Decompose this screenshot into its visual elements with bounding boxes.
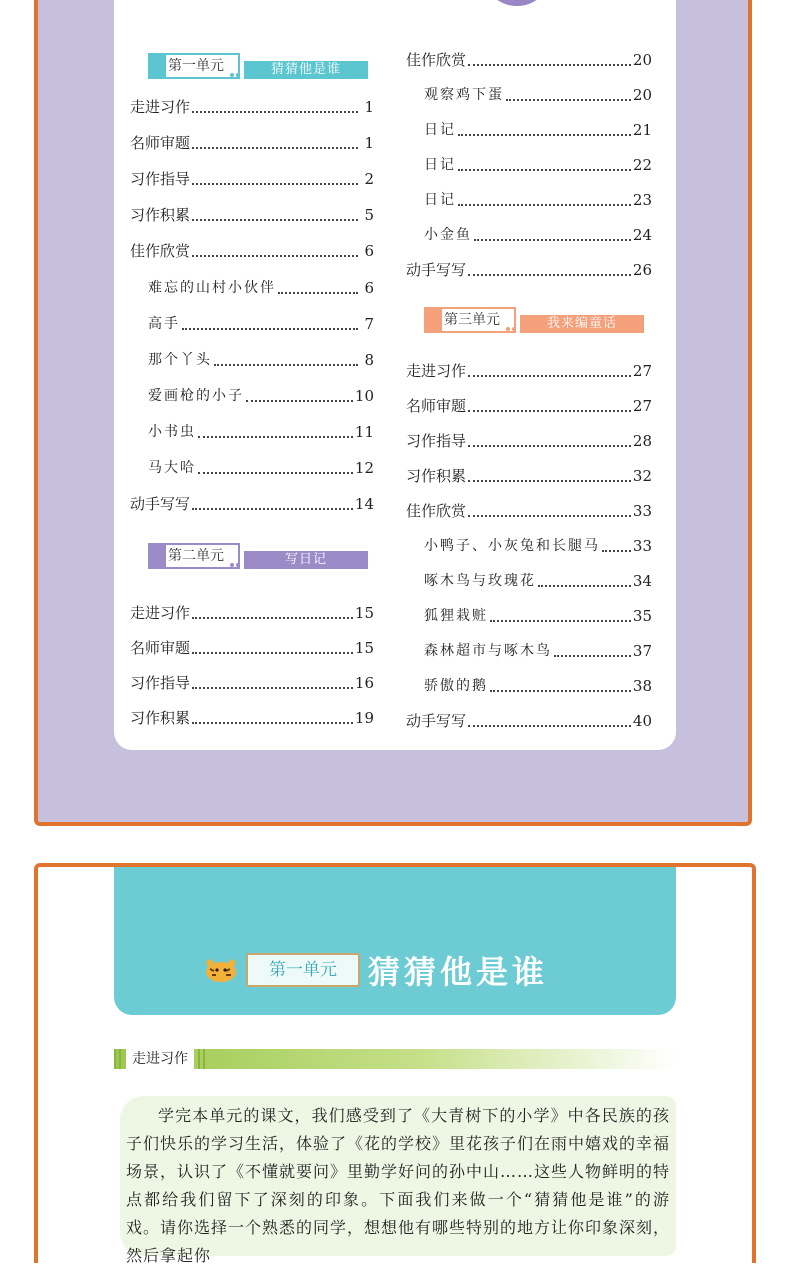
- toc-entry[interactable]: 习作指导 28: [406, 432, 652, 450]
- unit-tag-2: [148, 543, 368, 569]
- toc-entry[interactable]: 佳作欣赏 20: [406, 51, 652, 69]
- toc-subentry[interactable]: 小鸭子、小灰兔和长腿马 33: [424, 537, 652, 555]
- toc-entry[interactable]: 名师审题 1: [130, 134, 374, 152]
- toc-subentry[interactable]: 骄傲的鹅 38: [424, 677, 652, 695]
- toc-entry[interactable]: 走进习作 15: [130, 604, 374, 622]
- unit-number: 第二单元: [168, 548, 224, 564]
- toc-entry[interactable]: 习作积累 5: [130, 206, 374, 224]
- unit-number: 第一单元: [168, 58, 224, 74]
- top-circle-decoration: [482, 0, 552, 6]
- toc-entry[interactable]: 走进习作 27: [406, 362, 652, 380]
- toc-subentry[interactable]: 那个丫头 8: [148, 351, 374, 369]
- unit-title: 写日记: [244, 551, 368, 569]
- intro-paragraph: 学完本单元的课文，我们感受到了《大青树下的小学》中各民族的孩子们快乐的学习生活，体验了《花的学校》里花孩子们在雨中嬉戏的幸福场景，认识了《不懂就要问》里勤学好问的孙中山……这些人物鲜明的特点都给我们留下了深刻的印象。下面我们来做一个“猜猜他是谁”的游戏。请你选择一个熟悉的同学，想想他有哪些特别的地方让你印象深刻，然后拿起你: [126, 1106, 671, 1265]
- tiger-icon: [204, 957, 238, 983]
- chapter-title: 猜猜他是谁: [368, 953, 549, 991]
- toc-entry[interactable]: 名师审题 27: [406, 397, 652, 415]
- toc-entry[interactable]: 习作积累 32: [406, 467, 652, 485]
- unit-title: 我来编童话: [520, 315, 644, 333]
- unit-tag-3: [424, 307, 644, 333]
- toc-subentry[interactable]: 爱画枪的小子 10: [148, 387, 374, 405]
- toc-entry[interactable]: 佳作欣赏 33: [406, 502, 652, 520]
- toc-entry[interactable]: 佳作欣赏 6: [130, 242, 374, 260]
- chapter-unit-label: 第一单元: [246, 953, 360, 987]
- toc-subentry[interactable]: 难忘的山村小伙伴 6: [148, 279, 374, 297]
- unit-number: 第三单元: [444, 312, 500, 328]
- toc-subentry[interactable]: 森林超市与啄木鸟 37: [424, 642, 652, 660]
- toc-subentry[interactable]: 小书虫 11: [148, 423, 374, 441]
- toc-entry[interactable]: 动手写写 14: [130, 495, 374, 513]
- toc-subentry[interactable]: 狐狸栽赃 35: [424, 607, 652, 625]
- toc-entry[interactable]: 习作指导 16: [130, 674, 374, 692]
- toc-entry[interactable]: 动手写写 26: [406, 261, 652, 279]
- section-title: 走进习作: [126, 1049, 194, 1069]
- toc-subentry[interactable]: 日记 23: [424, 191, 652, 209]
- toc-entry[interactable]: 名师审题 15: [130, 639, 374, 657]
- toc-entry[interactable]: 走进习作 1: [130, 98, 374, 116]
- toc-entry[interactable]: 习作指导 2: [130, 170, 374, 188]
- unit-tag-1: [148, 53, 368, 79]
- toc-subentry[interactable]: 日记 21: [424, 121, 652, 139]
- section-header-bar: [114, 1049, 676, 1069]
- toc-entry[interactable]: 动手写写 40: [406, 712, 652, 730]
- toc-subentry[interactable]: 高手 7: [148, 315, 374, 333]
- toc-entry[interactable]: 习作积累 19: [130, 709, 374, 727]
- chapter-banner: [114, 867, 676, 1015]
- toc-subentry[interactable]: 日记 22: [424, 156, 652, 174]
- unit-title: 猜猜他是谁: [244, 61, 368, 79]
- toc-subentry[interactable]: 观察鸡下蛋 20: [424, 86, 652, 104]
- toc-subentry[interactable]: 小金鱼 24: [424, 226, 652, 244]
- toc-subentry[interactable]: 啄木鸟与玫瑰花 34: [424, 572, 652, 590]
- toc-subentry[interactable]: 马大哈 12: [148, 459, 374, 477]
